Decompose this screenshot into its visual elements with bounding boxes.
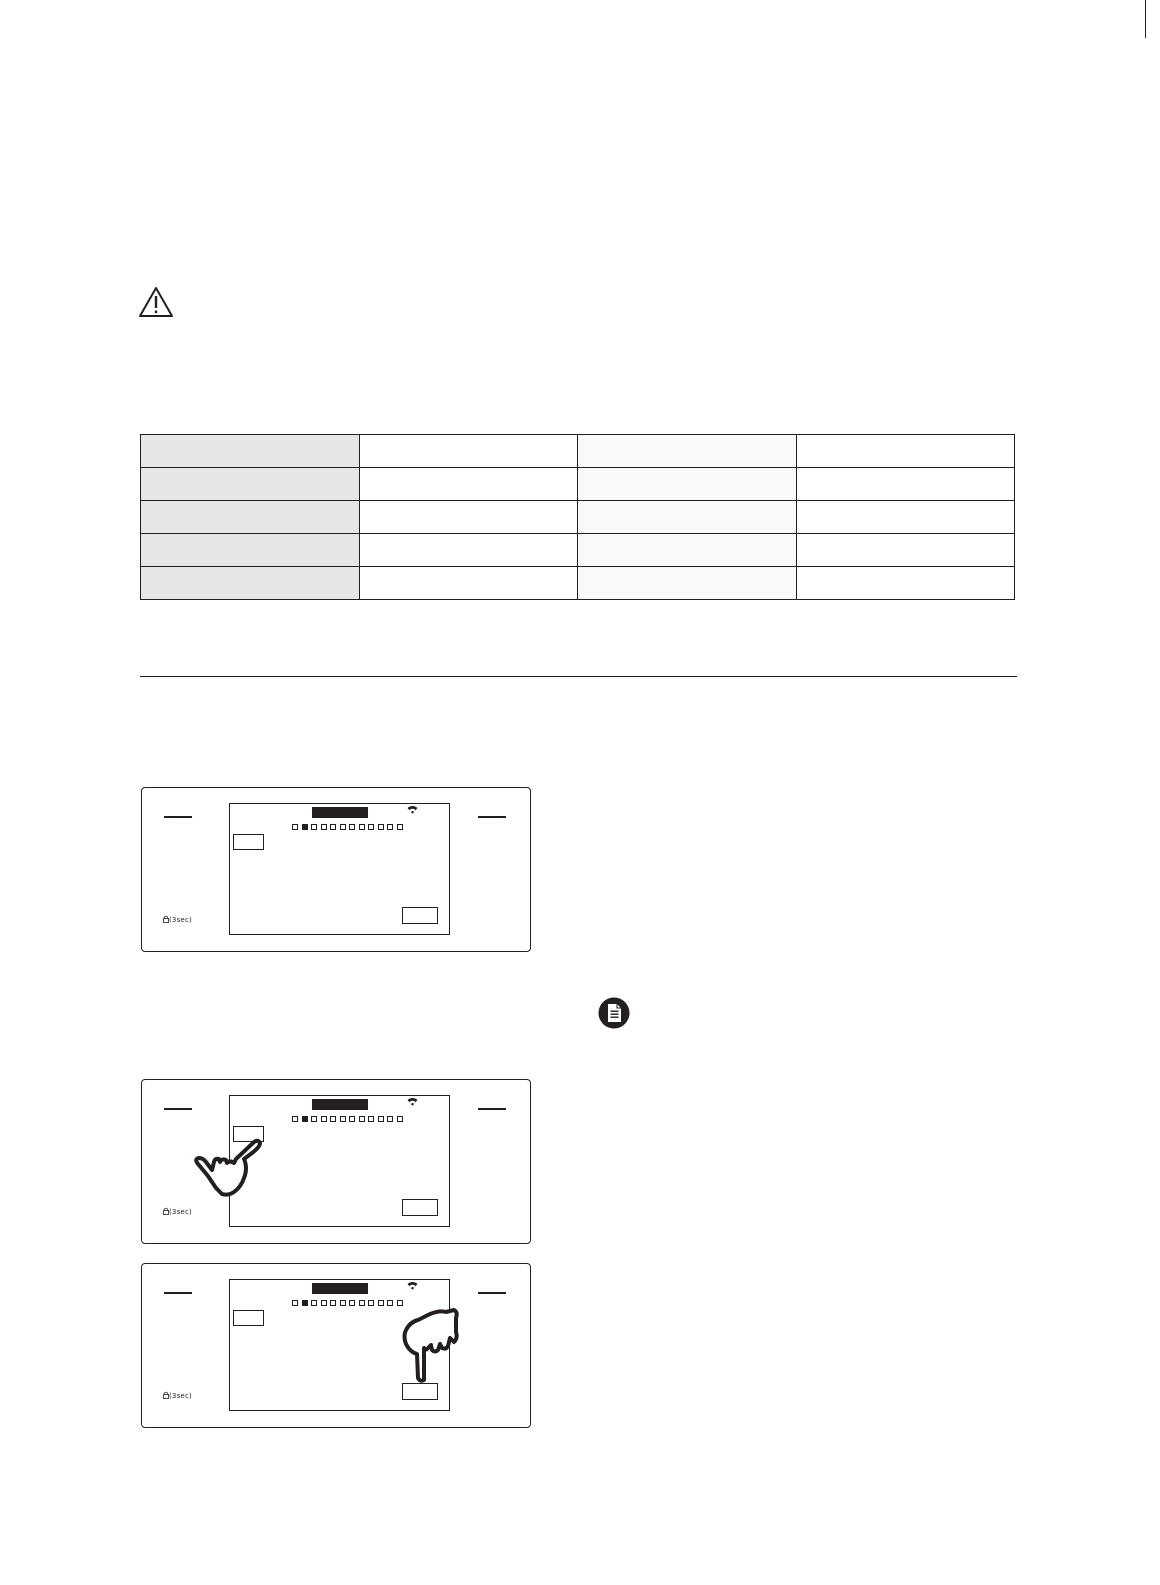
progress-dot	[387, 1116, 393, 1122]
table-row	[141, 534, 1015, 567]
table-cell	[141, 435, 360, 468]
progress-dot	[368, 1116, 374, 1122]
panel-dash-right	[478, 816, 506, 818]
lock-hint-label: (3sec)	[169, 1392, 192, 1400]
lock-hint	[163, 1391, 192, 1400]
lock-hint-label: (3sec)	[169, 1208, 192, 1216]
section-divider	[140, 676, 1017, 677]
cycle-progress-dots	[292, 1300, 403, 1307]
cycle-progress-dots	[292, 1116, 403, 1123]
progress-dot	[292, 824, 298, 830]
table-cell	[796, 468, 1015, 501]
progress-dot	[349, 1116, 355, 1122]
left-touch-button[interactable]	[233, 1310, 264, 1326]
display-title-bar	[312, 1099, 368, 1110]
table-cell	[578, 435, 797, 468]
control-panel-press-right	[141, 1263, 531, 1428]
table-cell	[796, 567, 1015, 600]
progress-dot	[340, 824, 346, 830]
progress-dot	[340, 1300, 346, 1306]
progress-dot	[349, 824, 355, 830]
wifi-icon	[407, 805, 418, 814]
table-cell	[578, 468, 797, 501]
progress-dot-active	[302, 1300, 308, 1306]
table-cell	[359, 567, 578, 600]
panel-dash-left	[164, 1108, 192, 1110]
spec-table	[140, 434, 1015, 600]
progress-dot	[359, 1116, 365, 1122]
progress-dot	[359, 1300, 365, 1306]
progress-dot	[378, 1116, 384, 1122]
progress-dot	[311, 1116, 317, 1122]
table-cell	[578, 501, 797, 534]
progress-dot	[397, 1300, 403, 1306]
right-touch-button[interactable]	[402, 1199, 438, 1216]
table-row	[141, 501, 1015, 534]
progress-dot	[397, 824, 403, 830]
table-cell	[796, 501, 1015, 534]
table-cell	[796, 435, 1015, 468]
wifi-icon	[407, 1281, 418, 1290]
table-cell	[141, 501, 360, 534]
lock-hint	[163, 1207, 192, 1216]
table-row	[141, 567, 1015, 600]
table-cell	[359, 435, 578, 468]
progress-dot	[340, 1116, 346, 1122]
crop-mark	[1145, 0, 1146, 38]
control-panel-idle	[141, 787, 531, 952]
table-cell	[359, 501, 578, 534]
display-title-bar	[312, 807, 368, 818]
display-title-bar	[312, 1283, 368, 1294]
table-cell	[141, 468, 360, 501]
progress-dot	[387, 824, 393, 830]
lock-hint-label: (3sec)	[169, 916, 192, 924]
table-row	[141, 468, 1015, 501]
display-screen	[229, 803, 450, 935]
progress-dot	[321, 1300, 327, 1306]
table-row	[141, 435, 1015, 468]
progress-dot	[330, 1116, 336, 1122]
progress-dot	[359, 824, 365, 830]
table-cell	[796, 534, 1015, 567]
panel-dash-left	[164, 1292, 192, 1294]
cycle-progress-dots	[292, 824, 403, 831]
control-panel-press-left	[141, 1079, 531, 1244]
progress-dot	[368, 1300, 374, 1306]
progress-dot	[330, 1300, 336, 1306]
lock-hint	[163, 915, 192, 924]
progress-dot	[378, 1300, 384, 1306]
progress-dot	[321, 1116, 327, 1122]
right-touch-button[interactable]	[402, 907, 438, 924]
panel-dash-right	[478, 1292, 506, 1294]
wifi-icon	[407, 1097, 418, 1106]
progress-dot-active	[302, 1116, 308, 1122]
progress-dot-active	[302, 824, 308, 830]
progress-dot	[292, 1300, 298, 1306]
progress-dot	[349, 1300, 355, 1306]
table-cell	[141, 534, 360, 567]
table-cell	[141, 567, 360, 600]
progress-dot	[378, 824, 384, 830]
table-cell	[359, 468, 578, 501]
progress-dot	[330, 824, 336, 830]
left-touch-button[interactable]	[233, 834, 264, 850]
progress-dot	[321, 824, 327, 830]
progress-dot	[397, 1116, 403, 1122]
progress-dot	[292, 1116, 298, 1122]
pointing-hand-icon	[192, 1138, 264, 1200]
progress-dot	[311, 1300, 317, 1306]
note-document-icon	[598, 997, 630, 1029]
progress-dot	[368, 824, 374, 830]
panel-dash-right	[478, 1108, 506, 1110]
table-cell	[359, 534, 578, 567]
progress-dot	[311, 824, 317, 830]
progress-dot	[387, 1300, 393, 1306]
right-touch-button[interactable]	[402, 1383, 438, 1400]
table-cell	[578, 534, 797, 567]
warning-triangle-icon	[138, 286, 174, 318]
panel-dash-left	[164, 816, 192, 818]
table-cell	[578, 567, 797, 600]
pointing-hand-icon	[400, 1308, 464, 1384]
